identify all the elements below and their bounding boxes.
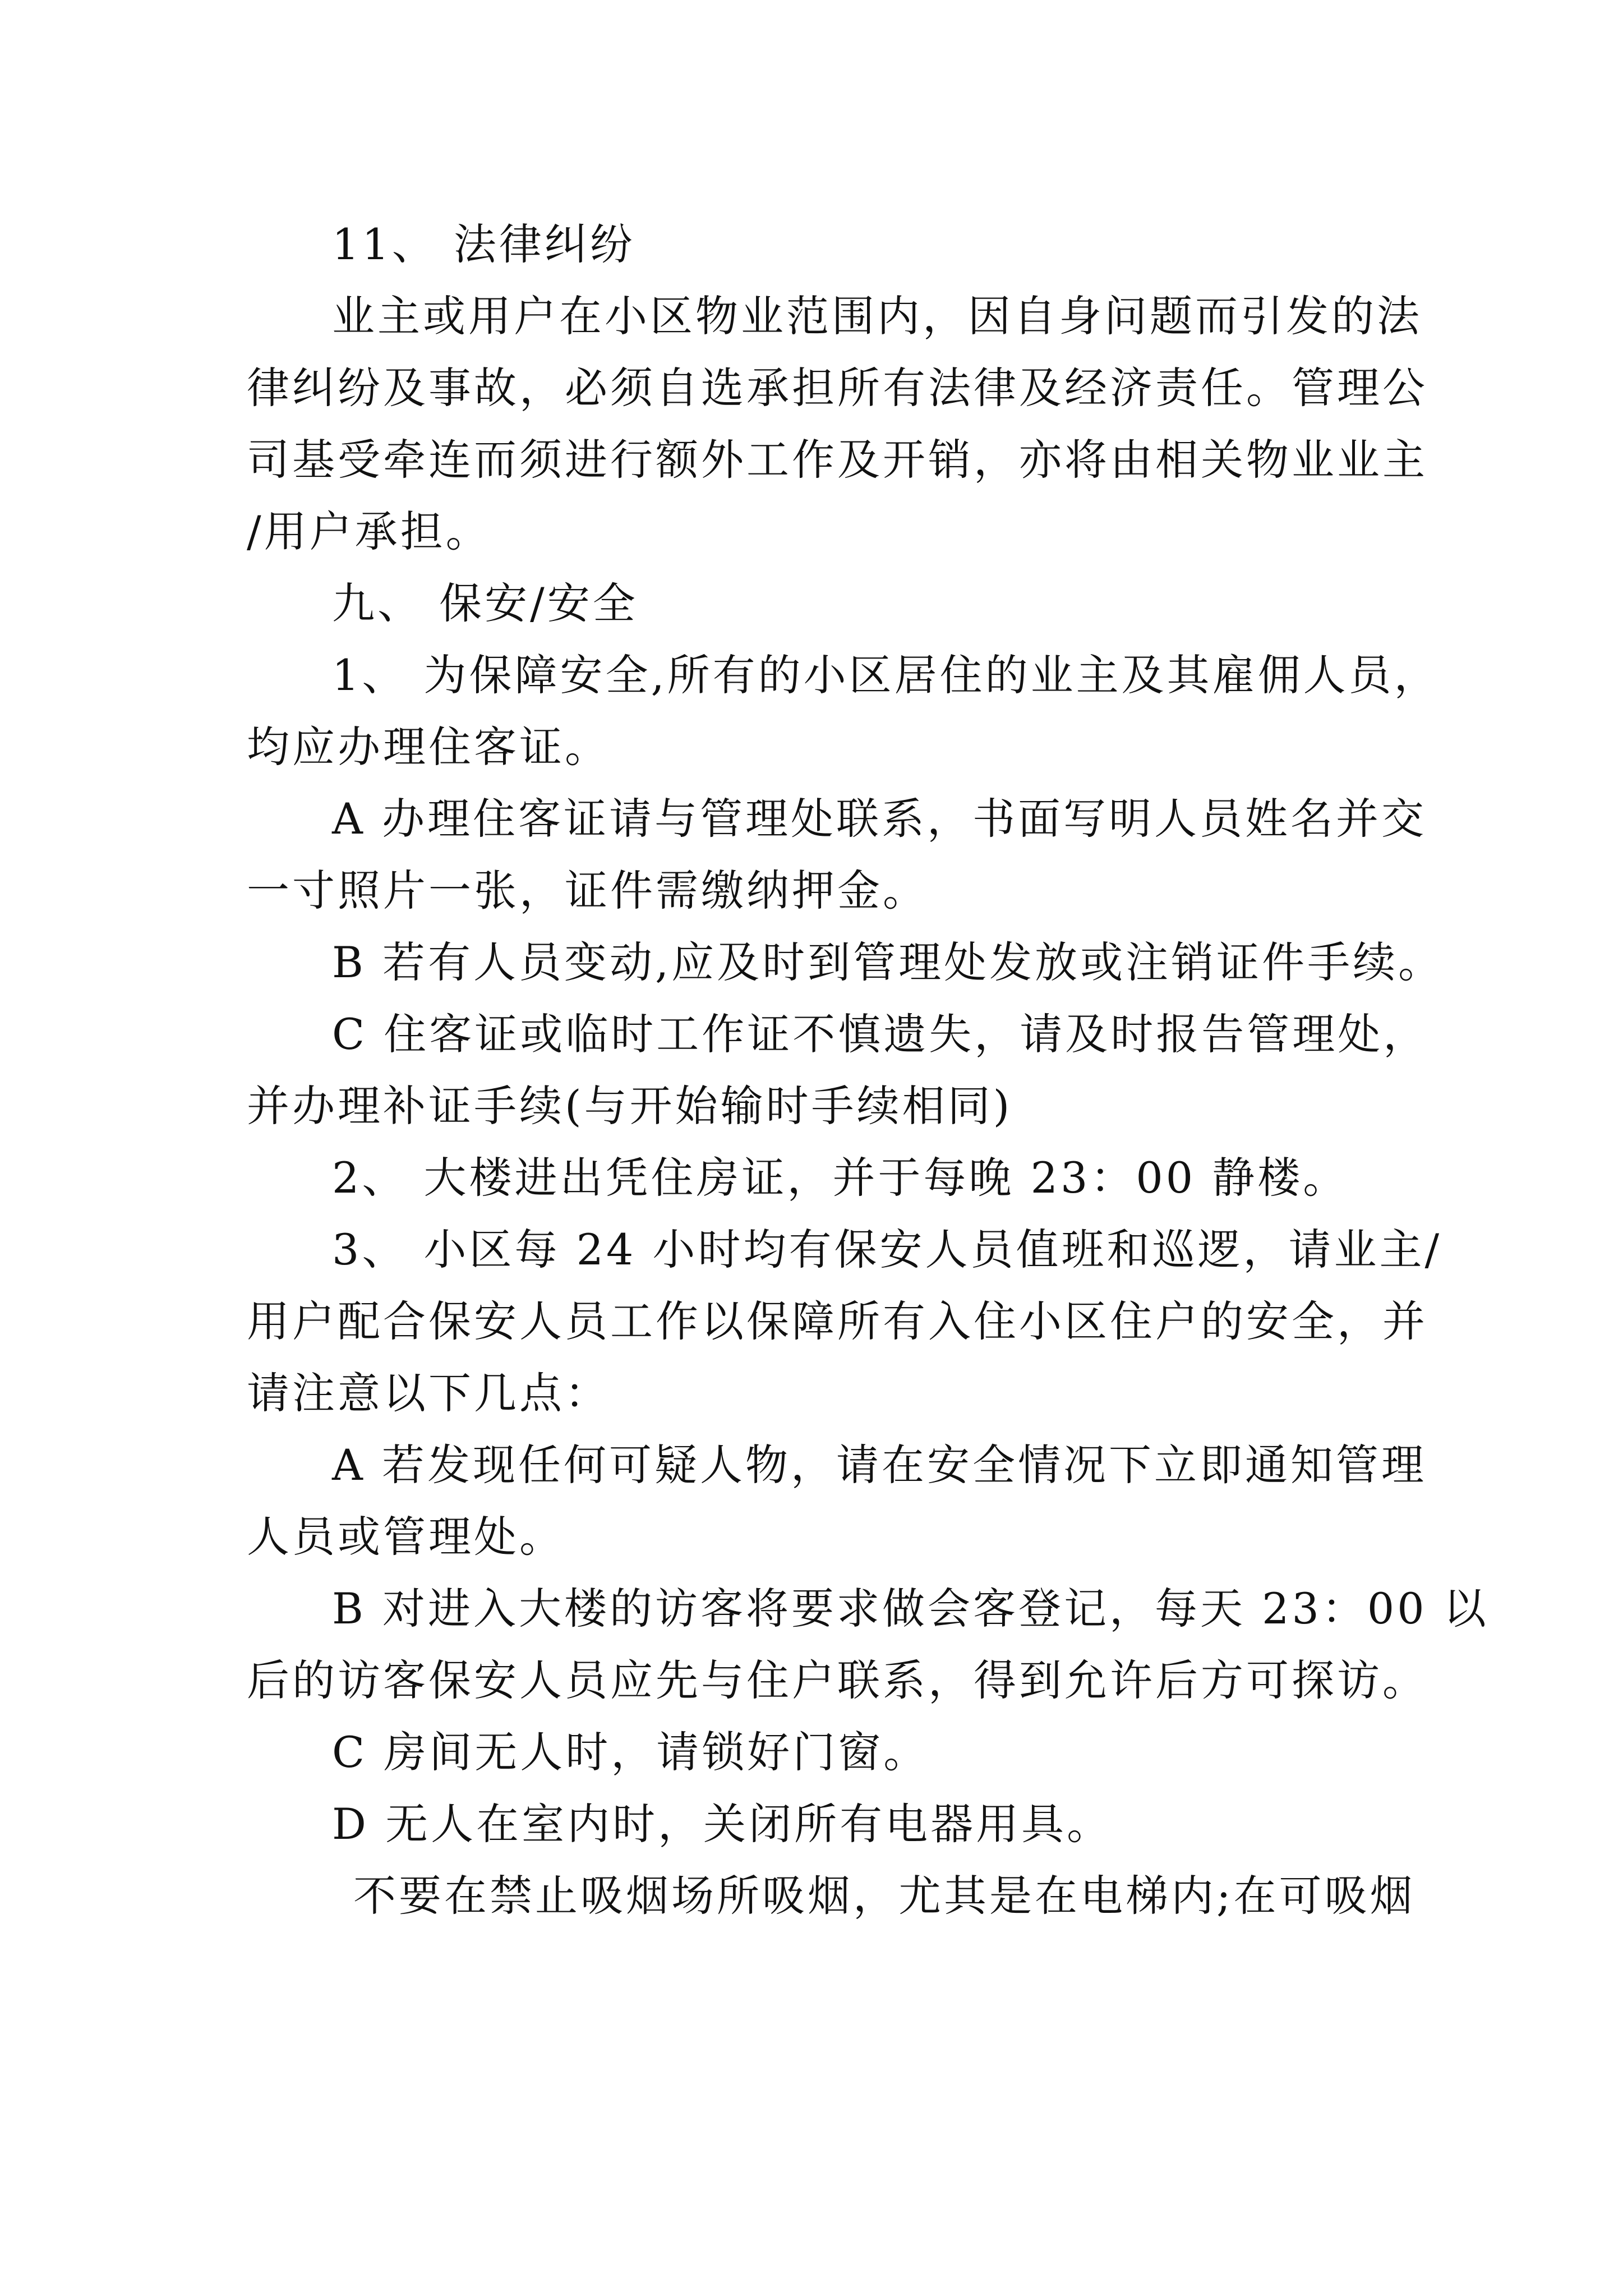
list-item-line: A 若发现任何可疑人物，请在安全情况下立即通知管理 — [332, 1440, 1427, 1490]
list-item-line: C 房间无人时，请锁好门窗。 — [332, 1727, 929, 1777]
document-body — [247, 209, 1489, 1932]
list-item-line: A 办理住客证请与管理处联系，书面写明人员姓名并交 — [332, 794, 1427, 844]
paragraph-line: 律纠纷及事故，必须自选承担所有法律及经济责任。管理公 — [247, 363, 1428, 413]
paragraph-line: 不要在禁止吸烟场所吸烟，尤其是在电梯内;在可吸烟 — [353, 1871, 1415, 1921]
list-item-line: 并办理补证手续(与开始输时手续相同) — [247, 1081, 1013, 1131]
list-item-line: 后的访客保安人员应先与住户联系，得到允许后方可探访。 — [247, 1655, 1428, 1705]
paragraph-line: 3、 小区每 24 小时均有保安人员值班和巡逻，请业主/ — [332, 1225, 1442, 1274]
list-item-line: B 对进入大楼的访客将要求做会客登记，每天 23：00 以 — [332, 1584, 1489, 1634]
paragraph-line: 均应办理住客证。 — [247, 722, 610, 772]
section-heading-security: 九、 保安/安全 — [332, 578, 638, 628]
paragraph-line: 用户配合保安人员工作以保障所有入住小区住户的安全，并 — [247, 1296, 1428, 1346]
paragraph-line: 业主或用户在小区物业范围内，因自身问题而引发的法 — [332, 291, 1422, 341]
list-item-line: 人员或管理处。 — [247, 1512, 565, 1562]
section-heading-legal-disputes: 11、 法律纠纷 — [332, 219, 635, 269]
paragraph-line: 1、 为保障安全,所有的小区居住的业主及其雇佣人员， — [332, 650, 1440, 700]
paragraph-line: /用户承担。 — [247, 507, 491, 556]
list-item-line: C 住客证或临时工作证不慎遗失，请及时报告管理处， — [332, 1009, 1429, 1059]
paragraph-line: 请注意以下几点： — [247, 1368, 610, 1418]
list-item-line: B 若有人员变动,应及时到管理处发放或注销证件手续。 — [332, 937, 1444, 987]
list-item-line: 一寸照片一张，证件需缴纳押金。 — [247, 866, 928, 915]
paragraph-line: 司基受牵连而须进行额外工作及开销，亦将由相关物业业主 — [247, 435, 1428, 485]
list-item-line: D 无人在室内时，关闭所有电器用具。 — [332, 1799, 1113, 1849]
paragraph-line: 2、 大楼进出凭住房证，并于每晚 23：00 静楼。 — [332, 1153, 1349, 1203]
